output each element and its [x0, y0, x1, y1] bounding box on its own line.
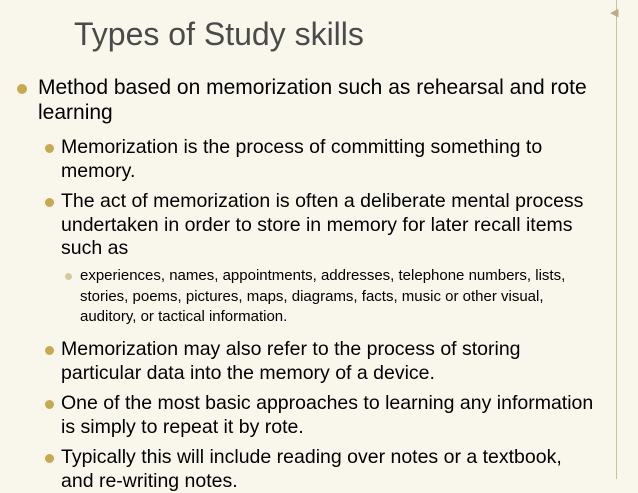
- bullet-text: The act of memorization is often a deliberate mental process undertaken in order to store in memory for later recall items such as: [61, 190, 584, 259]
- bullet-text: experiences, names, appointments, addresses, telephone numbers, lists, stories, poems, pictures, maps, diagrams, facts, music or other visual, auditory, or tactical information.: [80, 267, 566, 325]
- bullet-icon: [17, 84, 27, 94]
- bullet-text: Memorization is the process of committing something to memory.: [61, 136, 543, 182]
- bullet-text: Typically this will include reading over notes or a textbook, and re-writing notes.: [61, 446, 562, 492]
- bullet-icon: [65, 273, 72, 280]
- bullet-icon: [45, 144, 54, 153]
- slide-title: Types of Study skills: [74, 16, 364, 52]
- bullet-icon: [45, 400, 54, 409]
- bullet-text: One of the most basic approaches to learning any information is simply to repeat it by rote.: [61, 392, 594, 438]
- bullet-item: [61, 136, 596, 183]
- bullet-icon: [45, 454, 54, 463]
- bullet-item: [61, 190, 596, 261]
- bullet-text: Method based on memorization such as rehearsal and rote learning: [38, 76, 587, 124]
- divider-line: [616, 0, 617, 479]
- bullet-item: [38, 75, 604, 125]
- bullet-item: [61, 392, 596, 439]
- bullet-item: [61, 338, 596, 385]
- bullet-icon: [45, 346, 54, 355]
- bullet-item: [61, 446, 596, 493]
- bullet-item: [80, 266, 580, 328]
- bullet-icon: [45, 198, 54, 207]
- bullet-text: Memorization may also refer to the process of storing particular data into the memory of a device.: [61, 338, 521, 384]
- corner-triangle-icon: ◀: [610, 7, 619, 19]
